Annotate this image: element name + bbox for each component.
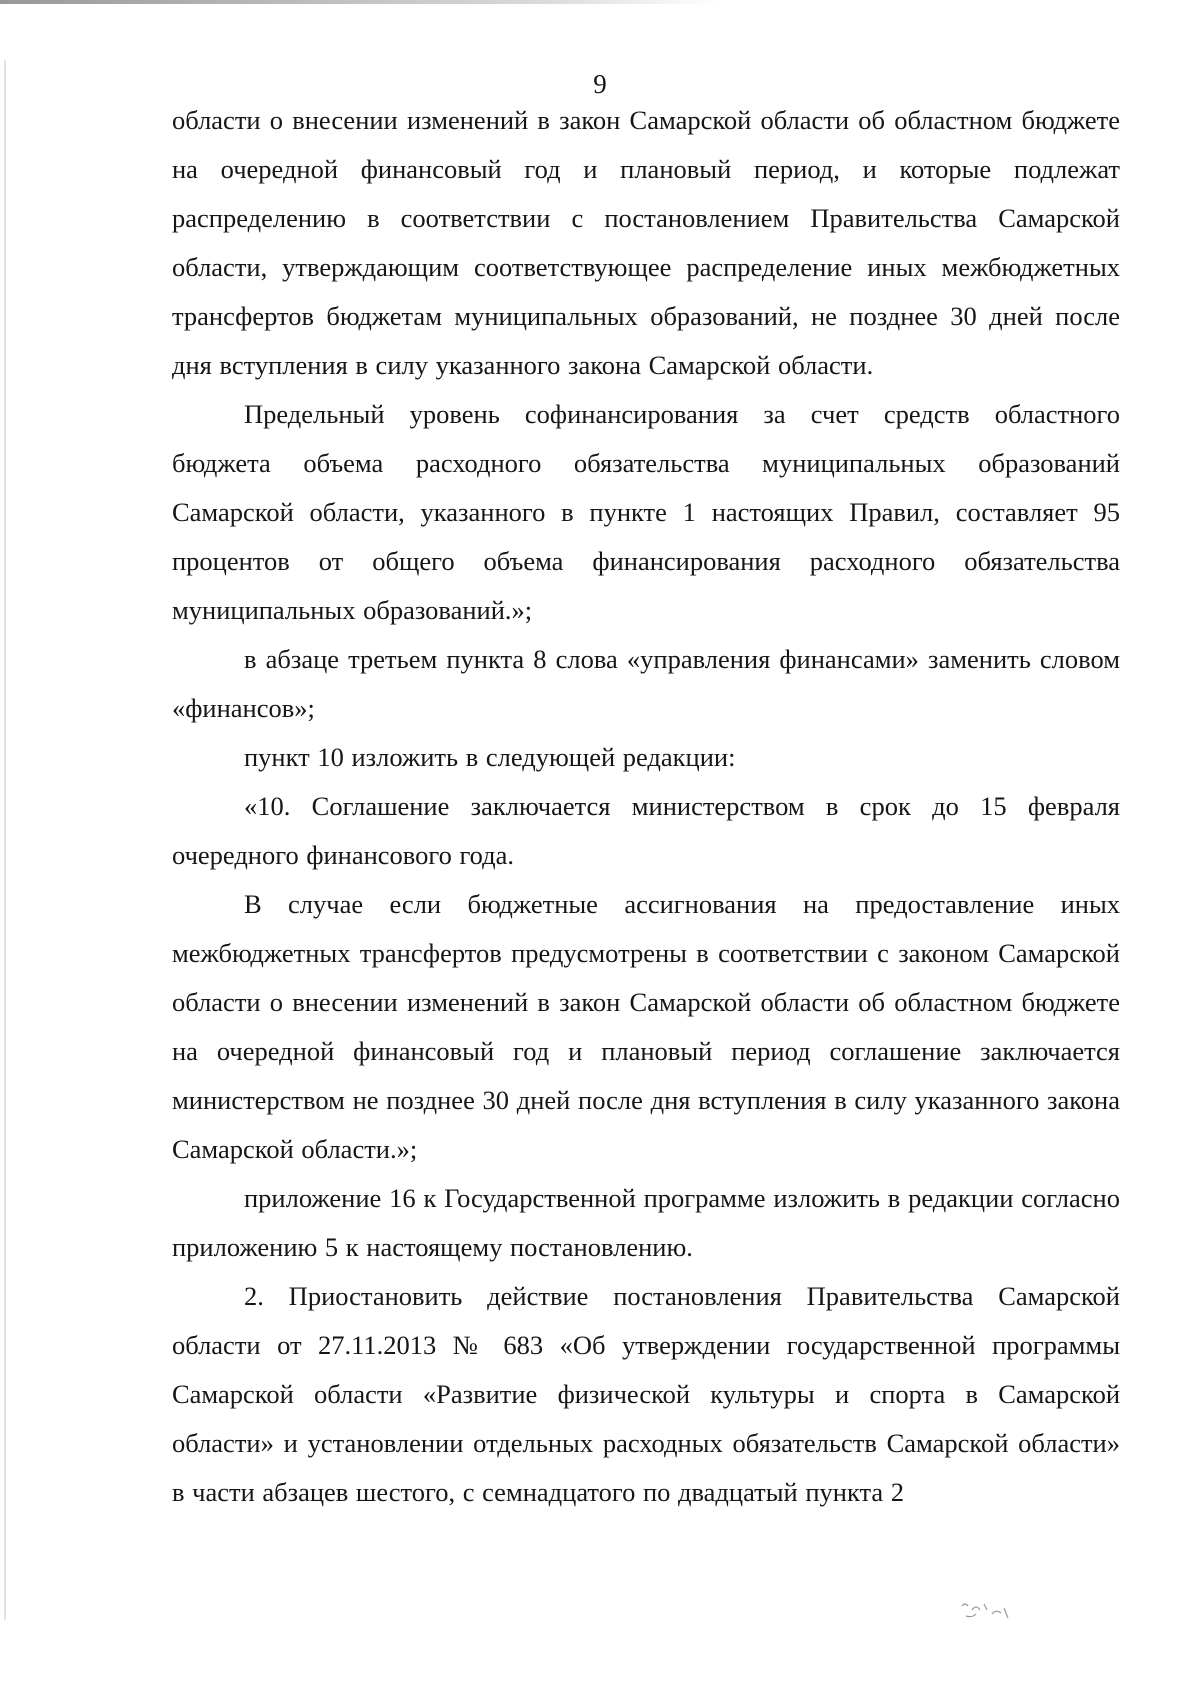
paragraph-suspend-resolution: 2. Приостановить действие постановления Правительства Самарской области от 27.11.2013 № 683 «Об утверждении государственной программы Самарской области «Развитие физической культуры и спорта в Самарской области» и установлении отдельных расходных обязательств Самарской области» в части абзацев шестого, с семнадцатого по двадцатый пункта 2 [172, 1281, 1120, 1507]
document-body [172, 96, 1120, 1517]
paragraph-point-10-text: «10. Соглашение заключается министерством в срок до 15 февраля очередного финансового года. [172, 791, 1120, 870]
paragraph-continuation: области о внесении изменений в закон Самарской области об областном бюджете на очередной финансовый год и плановый период, и которые подлежат распределению в соответствии с постановлением Правительства Самарской области, утверждающим соответствующее распределение иных межбюджетных трансфертов бюджетам муниципальных образований, не позднее 30 дней после дня вступления в силу указанного закона Самарской области. [172, 105, 1120, 380]
paragraph-budget-allocation-case: В случае если бюджетные ассигнования на предоставление иных межбюджетных трансфертов предусмотрены в соответствии с законом Самарской области о внесении изменений в закон Самарской области об областном бюджете на очередной финансовый год и плановый период соглашение заключается министерством не позднее 30 дней после дня вступления в силу указанного закона Самарской области.»; [172, 889, 1120, 1164]
scan-artifact-mark [958, 1596, 1018, 1624]
scan-left-edge [4, 60, 6, 1620]
paragraph-cofinancing-level: Предельный уровень софинансирования за счет средств областного бюджета объема расходного обязательства муниципальных образований Самарской области, указанного в пункте 1 настоящих Правил, составляет 95 процентов от общего объема финансирования расходного обязательства муниципальных образований.»; [172, 399, 1120, 625]
scan-top-edge [0, 0, 1200, 4]
paragraph-appendix-16: приложение 16 к Государственной программе изложить в редакции согласно приложению 5 к настоящему постановлению. [172, 1183, 1120, 1262]
page-number: 9 [593, 69, 607, 99]
paragraph-amendment-point-8: в абзаце третьем пункта 8 слова «управления финансами» заменить словом «финансов»; [172, 644, 1120, 723]
paragraph-point-10-intro: пункт 10 изложить в следующей редакции: [244, 742, 736, 772]
